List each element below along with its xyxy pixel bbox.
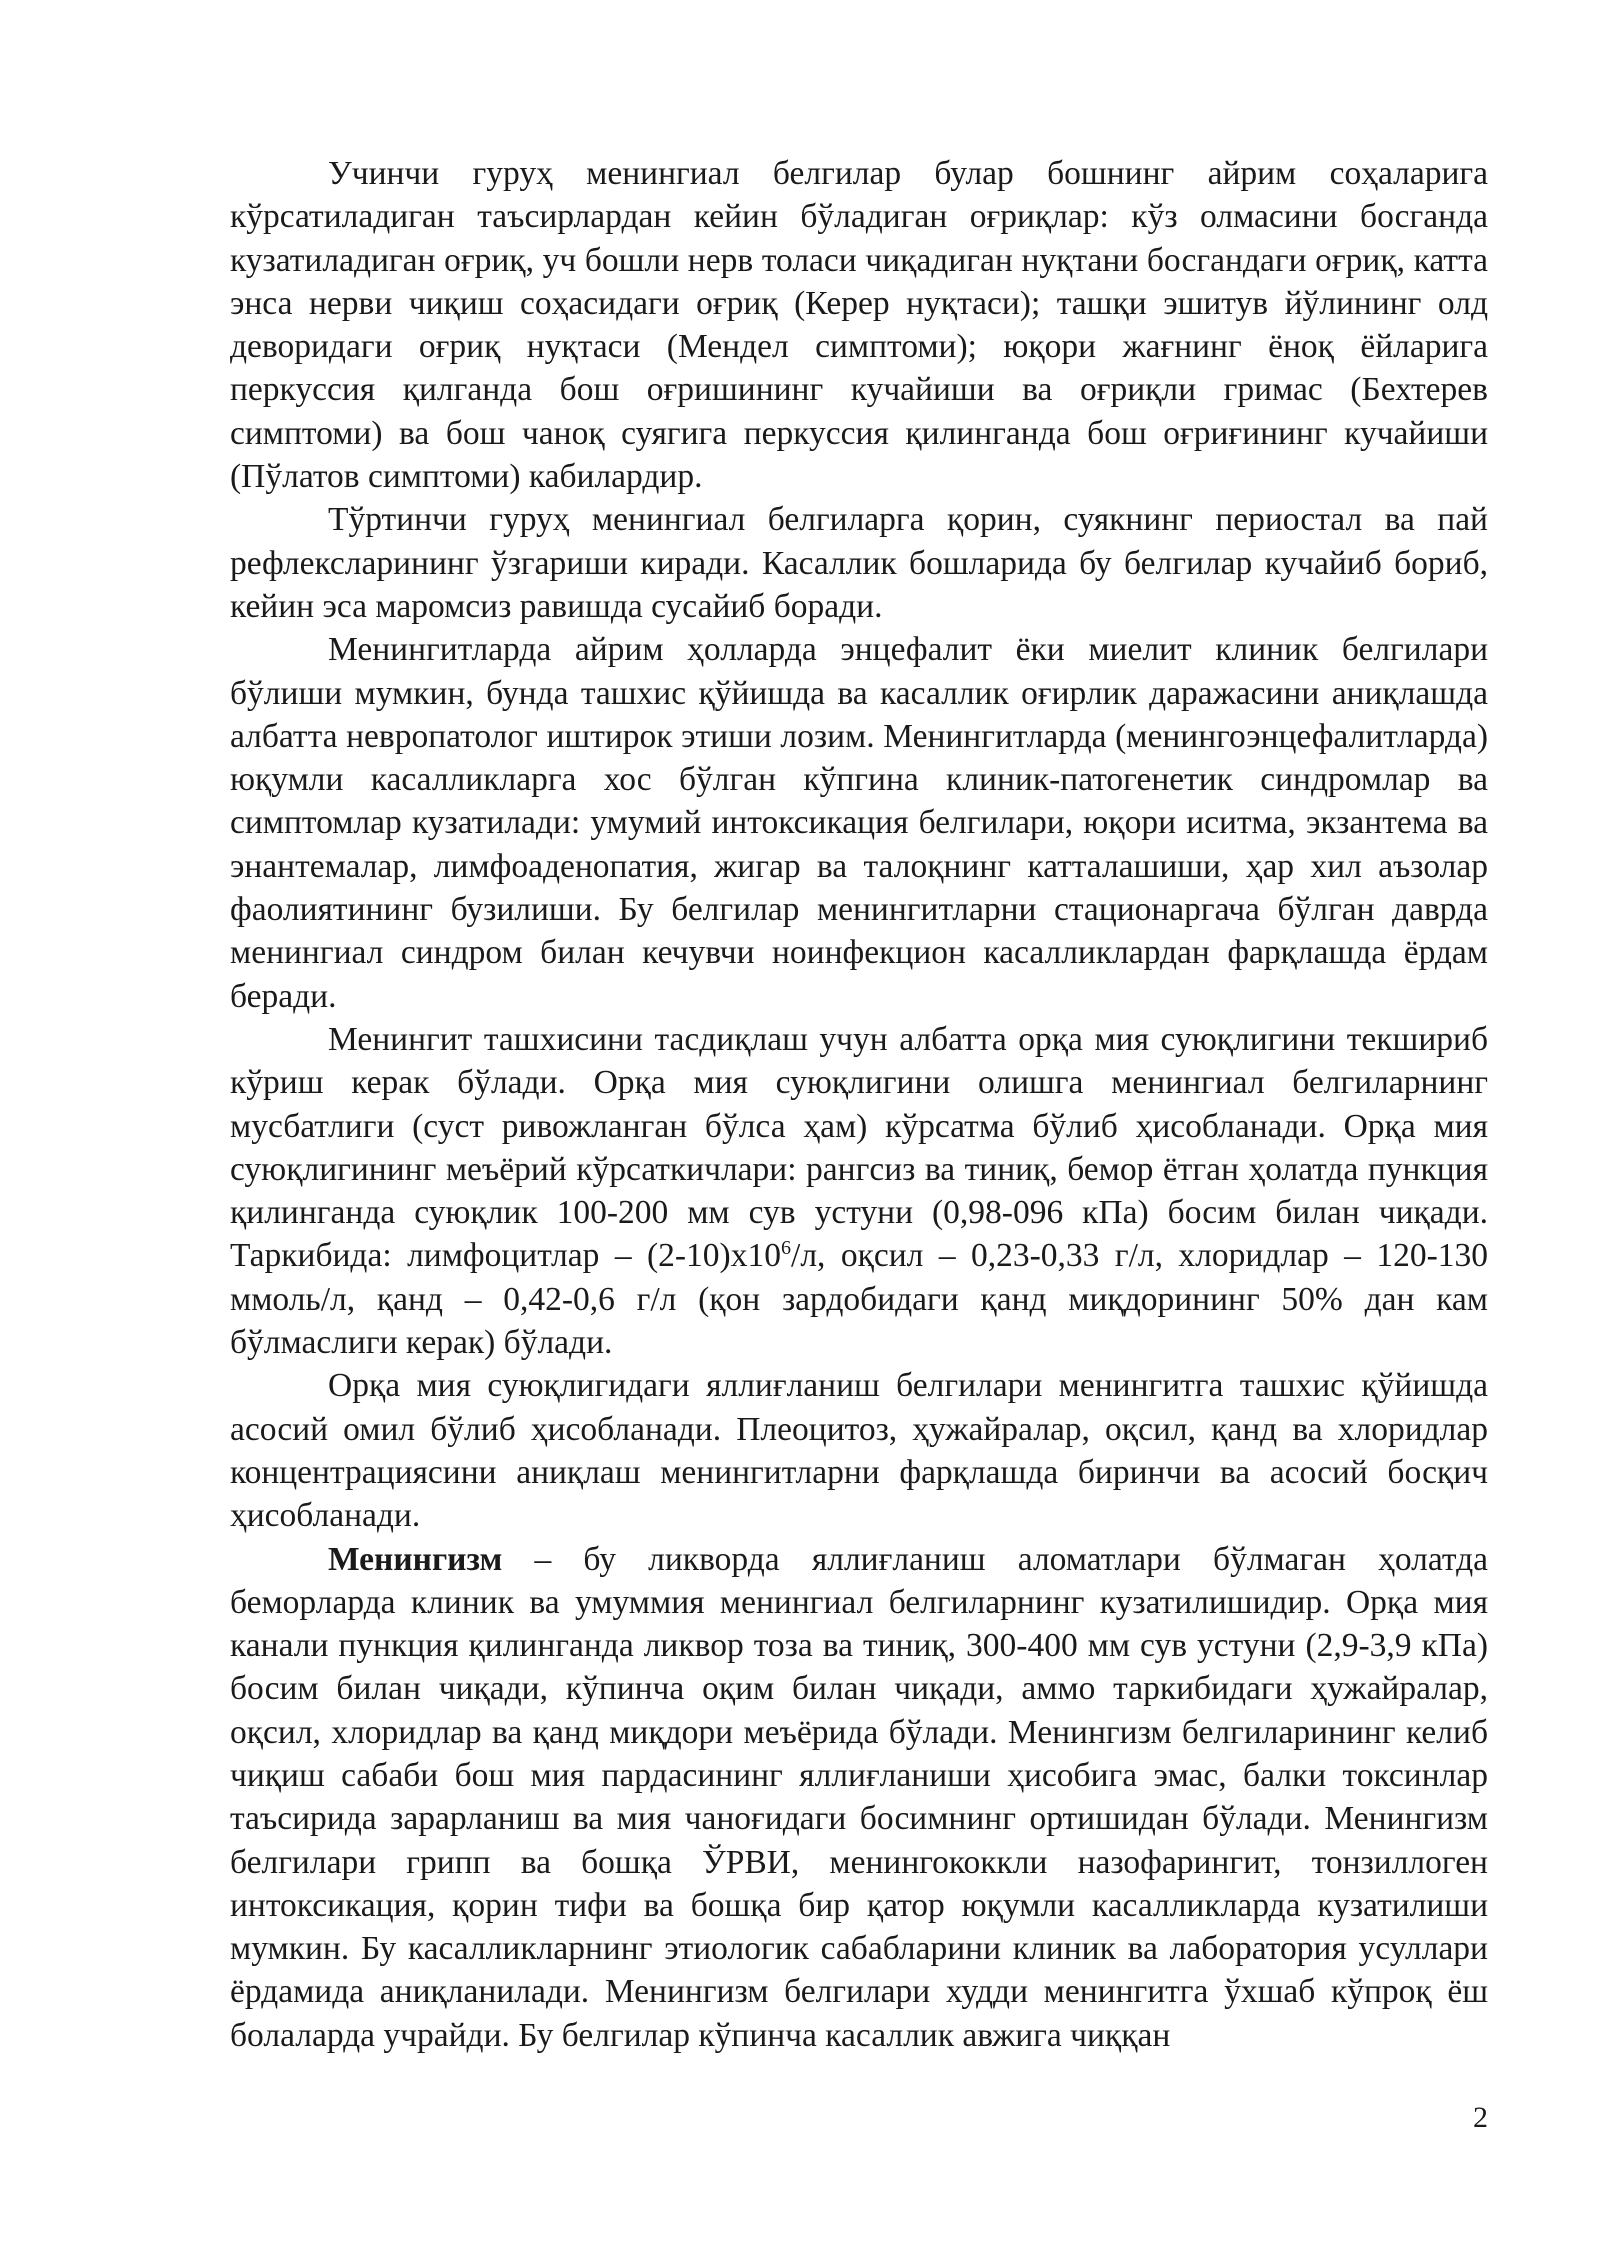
document-body bbox=[230, 152, 1488, 2057]
paragraph-third-group-signs: Учинчи гуруҳ менингиал белгилар булар бошнинг айрим соҳаларига кўрсатиладиган таъсирлардан кейин бўладиган оғриқлар: кўз олмасини босганда кузатиладиган оғриқ, уч бошли нерв толаси чиқадиган нуқтани босгандаги оғриқ, катта энса нерви чиқиш соҳасидаги оғриқ (Керер нуқтаси); ташқи эшитув йўлининг олд деворидаги оғриқ нуқтаси (Мендел симптоми); юқори жағнинг ёноқ ёйларига перкуссия қилганда бош оғришининг кучайиши ва оғриқли гримас (Бехтерев симптоми) ва бош чаноқ суягига перкуссия қилинганда бош оғриғининг кучайиши (Пўлатов симптоми) кабилардир. bbox=[230, 155, 1488, 496]
page-number: 2 bbox=[1473, 2101, 1488, 2134]
paragraph-fourth-group-signs: Тўртинчи гуруҳ менингиал белгиларга қорин, суякнинг периостал ва пай рефлексларининг ўзгариши киради. Касаллик бошларида бу белгилар кучайиб бориб, кейин эса маромсиз равишда сусайиб боради. bbox=[230, 501, 1488, 625]
superscript-exponent: 6 bbox=[780, 1237, 792, 1260]
paragraph-csf-inflammation: Орқа мия суюқлигидаги яллиғланиш белгилари менингитга ташхис қўйишда асосий омил бўлиб ҳисобланади. Плеоцитоз, ҳужайралар, оқсил, қанд ва хлоридлар концентрациясини аниқлаш менингитларни фарқлашда биринчи ва асосий босқич ҳисобланади. bbox=[230, 1367, 1488, 1535]
csf-text-before: Менингит ташхисини тасдиқлаш учун албатта орқа мия суюқлигини текшириб кўриш керак бўлади. Орқа мия суюқлигини олишга менингиал белгиларнинг мусбатлиги (суст ривожланган бўлса ҳам) кўрсатма бўлиб ҳисобланади. Орқа мия суюқлигининг меъёрий кўрсаткичлари: рангсиз ва тиниқ, бемор ётган ҳолатда пункция қилинганда суюқлик 100-200 мм сув устуни (0,98-096 кПа) босим билан чиқади. Таркибида: лимфоцитлар – (2-10)x10 bbox=[230, 1020, 1488, 1275]
paragraph-meningism bbox=[230, 1538, 1488, 2058]
csf-text-after: /л, оқсил – 0,23-0,33 г/л, хлоридлар – 120-130 ммоль/л, қанд – 0,42-0,6 г/л (қон зардобидаги қанд миқдорининг 50% дан кам бўлмаслиги керак) бўлади. bbox=[230, 1237, 1488, 1362]
term-meningism: Менингизм bbox=[328, 1540, 503, 1578]
meningism-definition: – бу ликворда яллиғланиш аломатлари бўлмаган ҳолатда беморларда клиник ва умуммия менингиал белгиларнинг кузатилишидир. Орқа мия канали пункция қилинганда ликвор тоза ва тиниқ, 300-400 мм сув устуни (2,9-3,9 кПа) босим билан чиқади, кўпинча оқим билан чиқади, аммо таркибидаги ҳужайралар, оқсил, хлоридлар ва қанд миқдори меъёрида бўлади. Менингизм белгиларининг келиб чиқиш сабаби бош мия пардасининг яллиғланиши ҳисобига эмас, балки токсинлар таъсирида зарарланиш ва мия чаноғидаги босимнинг ортишидан бўлади. Менингизм белгилари грипп ва бошқа ЎРВИ, менингококкли назофарингит, тонзиллоген интоксикация, қорин тифи ва бошқа бир қатор юқумли касалликларда кузатилиши мумкин. Бу касалликларнинг этиологик сабабларини клиник ва лаборатория усуллари ёрдамида аниқланилади. Менингизм белгилари худди менингитга ўхшаб кўпроқ ёш болаларда учрайди. Бу белгилар кўпинча касаллик авжига чиққан bbox=[230, 1540, 1488, 2054]
paragraph-encephalitis-signs: Менингитларда айрим ҳолларда энцефалит ёки миелит клиник белгилари бўлиши мумкин, бунда ташхис қўйишда ва касаллик оғирлик даражасини аниқлашда албатта невропатолог иштирок этиши лозим. Менингитларда (менингоэнцефалитларда) юқумли касалликларга хос бўлган кўпгина клиник-патогенетик синдромлар ва симптомлар кузатилади: умумий интоксикация белгилари, юқори иситма, экзантема ва энантемалар, лимфоаденопатия, жигар ва талоқнинг катталашиши, ҳар хил аъзолар фаолиятининг бузилиши. Бу белгилар менингитларни стационаргача бўлган даврда менингиал синдром билан кечувчи ноинфекцион касалликлардан фарқлашда ёрдам беради. bbox=[230, 631, 1488, 1015]
paragraph-csf-examination bbox=[230, 1018, 1488, 1364]
